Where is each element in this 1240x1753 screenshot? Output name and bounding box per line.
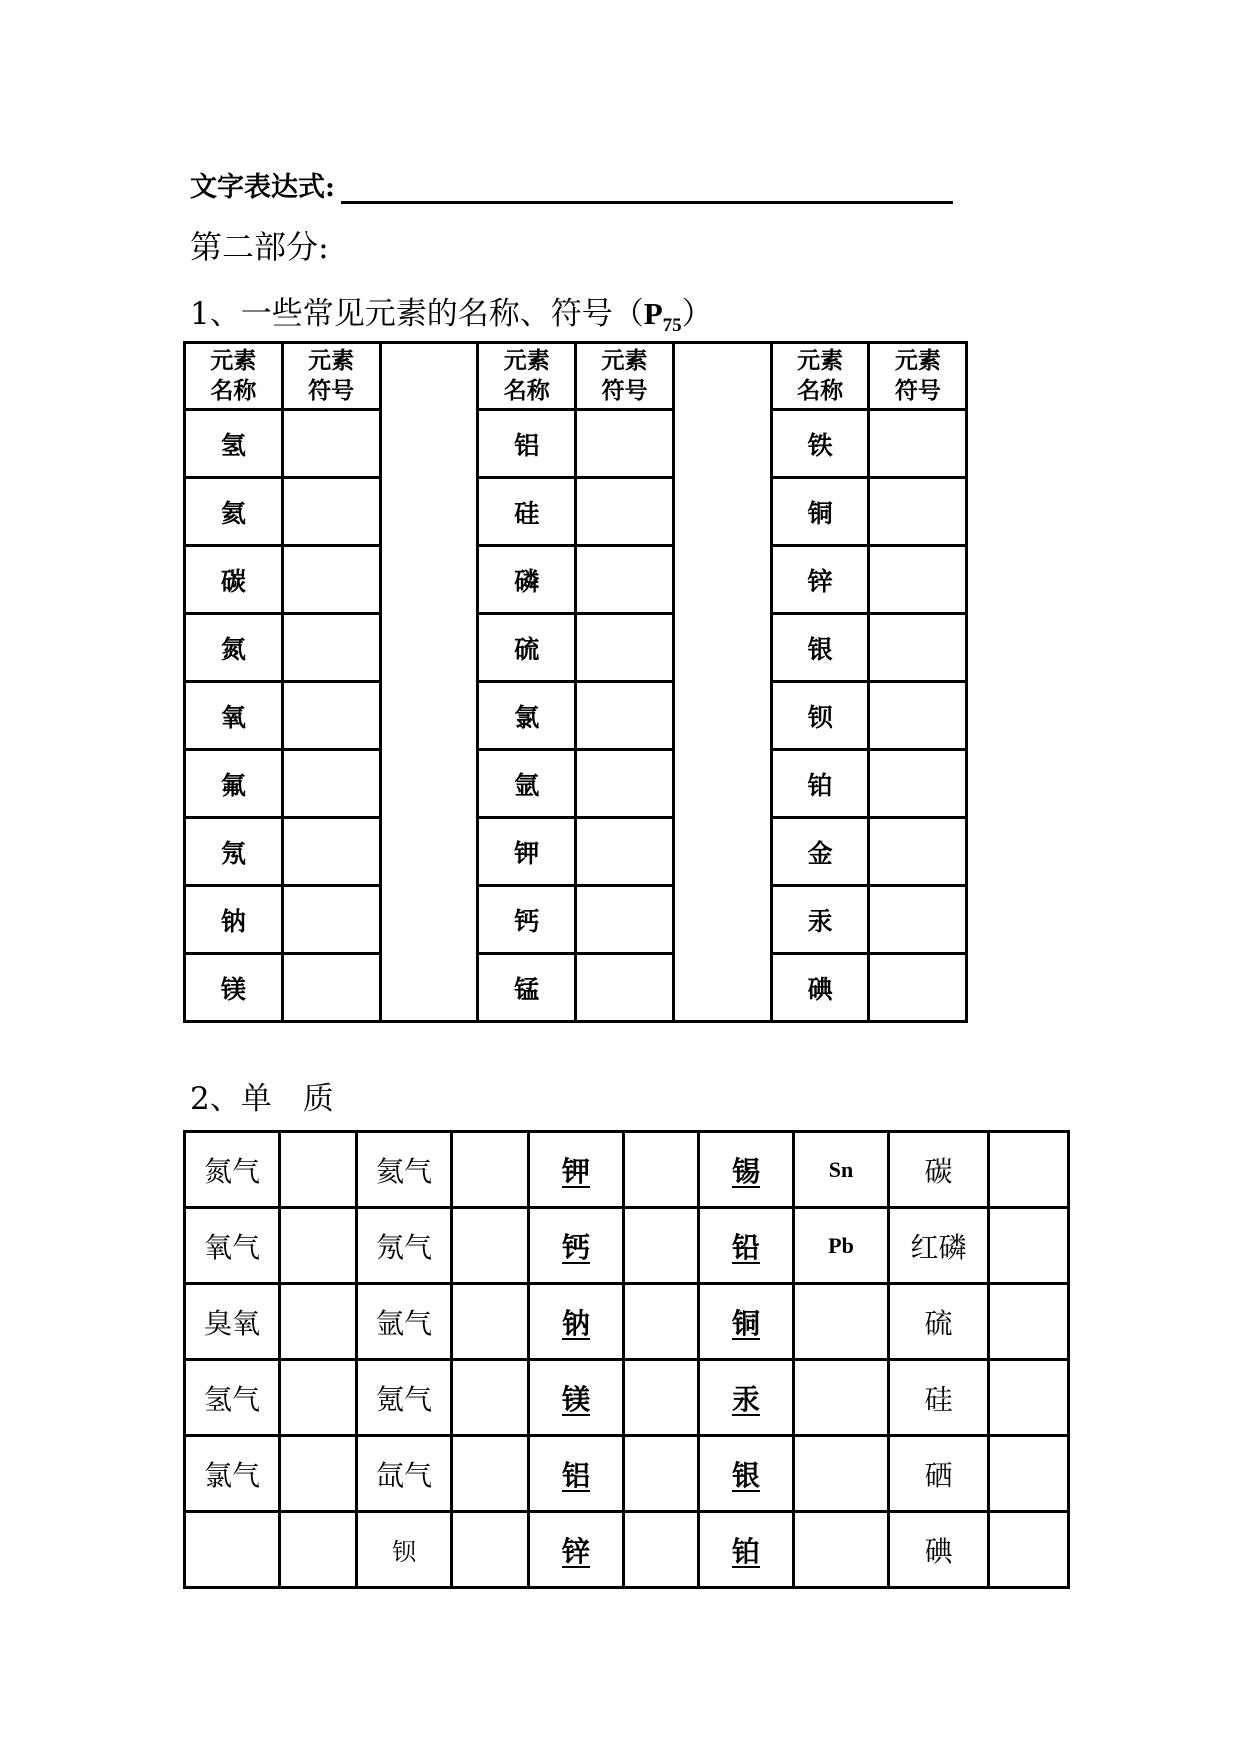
element-name-cell: 氖	[185, 818, 283, 886]
substance-name-cell: 硅	[889, 1360, 989, 1436]
header-element-symbol	[869, 343, 967, 410]
formula-blank[interactable]	[452, 1132, 529, 1208]
substance-symbol-cell[interactable]	[794, 1512, 889, 1588]
element-symbol-blank[interactable]	[282, 546, 380, 614]
header-line: 元素	[308, 347, 355, 374]
formula-blank[interactable]	[624, 1284, 699, 1360]
element-name-cell: 铜	[771, 478, 869, 546]
element-symbol-blank[interactable]	[869, 954, 967, 1022]
expression-label: 文字表达式:	[190, 172, 335, 203]
expression-line	[190, 165, 953, 204]
substance-name: 镁	[561, 1382, 590, 1416]
formula-blank[interactable]	[989, 1360, 1069, 1436]
substance-name: 汞	[731, 1382, 760, 1416]
substance-name-cell	[529, 1132, 624, 1208]
table-row	[185, 1284, 1069, 1360]
substance-name-cell: 氢气	[185, 1360, 280, 1436]
substance-name-cell	[529, 1360, 624, 1436]
substance-name-cell: 氪气	[357, 1360, 452, 1436]
header-element-symbol	[282, 343, 380, 410]
element-name-cell: 银	[771, 614, 869, 682]
element-symbol-blank[interactable]	[576, 954, 674, 1022]
element-symbol-blank[interactable]	[576, 886, 674, 954]
element-name-cell: 锰	[478, 954, 576, 1022]
table-row	[185, 1208, 1069, 1284]
element-name-cell: 氩	[478, 750, 576, 818]
table-row	[185, 1132, 1069, 1208]
table-row	[185, 614, 1066, 682]
element-name-cell: 氟	[185, 750, 283, 818]
header-line: 符号	[601, 377, 648, 404]
element-symbol-blank[interactable]	[282, 614, 380, 682]
table-row	[185, 886, 1066, 954]
formula-blank[interactable]	[989, 1208, 1069, 1284]
formula-blank[interactable]	[989, 1512, 1069, 1588]
substance-name: 钠	[561, 1306, 590, 1340]
substance-name-cell: 氮气	[185, 1132, 280, 1208]
element-symbol-blank[interactable]	[282, 750, 380, 818]
substance-name-cell: 硒	[889, 1436, 989, 1512]
substance-name: 铂	[731, 1534, 760, 1568]
substance-name-cell: 碳	[889, 1132, 989, 1208]
substance-symbol-cell: Sn	[794, 1132, 889, 1208]
page-number: 75	[662, 315, 682, 337]
element-name-cell: 碳	[185, 546, 283, 614]
table-row	[185, 478, 1066, 546]
header-line: 元素	[601, 347, 648, 374]
element-name-cell: 铝	[478, 410, 576, 478]
substance-name-cell: 臭氧	[185, 1284, 280, 1360]
formula-blank[interactable]	[624, 1132, 699, 1208]
column-spacer	[380, 343, 478, 1022]
header-element-name	[771, 343, 869, 410]
element-symbol-blank[interactable]	[576, 614, 674, 682]
element-symbol-blank[interactable]	[282, 818, 380, 886]
formula-blank[interactable]	[452, 1360, 529, 1436]
substance-name-cell	[699, 1208, 794, 1284]
substance-name: 铅	[731, 1230, 760, 1264]
substance-name: 钾	[561, 1154, 590, 1188]
formula-blank[interactable]	[280, 1208, 357, 1284]
element-symbol-blank[interactable]	[869, 818, 967, 886]
substance-name-cell	[529, 1512, 624, 1588]
formula-blank[interactable]	[624, 1512, 699, 1588]
substance-name: 锡	[731, 1154, 760, 1188]
substance-name-cell	[699, 1360, 794, 1436]
element-symbol-blank[interactable]	[282, 478, 380, 546]
header-line: 元素	[210, 347, 257, 374]
substance-name-cell: 氯气	[185, 1436, 280, 1512]
substance-name-cell: 氖气	[357, 1208, 452, 1284]
substance-name-cell: 氙气	[357, 1436, 452, 1512]
substance-name-cell: 硫	[889, 1284, 989, 1360]
table-row	[185, 682, 1066, 750]
formula-blank[interactable]	[280, 1284, 357, 1360]
header-line: 符号	[308, 377, 355, 404]
substance-name-cell: 氩气	[357, 1284, 452, 1360]
page-letter: P	[643, 296, 663, 331]
substance-name-cell: 碘	[889, 1512, 989, 1588]
element-name-cell: 锌	[771, 546, 869, 614]
table1-header-row	[185, 343, 1066, 410]
table-row	[185, 546, 1066, 614]
element-symbol-blank[interactable]	[576, 750, 674, 818]
element-name-cell: 铁	[771, 410, 869, 478]
expression-blank[interactable]	[341, 171, 953, 204]
formula-blank[interactable]	[989, 1132, 1069, 1208]
formula-blank[interactable]	[989, 1436, 1069, 1512]
element-name-cell: 钡	[771, 682, 869, 750]
substance-name: 锌	[561, 1534, 590, 1568]
substance-name-cell	[529, 1284, 624, 1360]
table-row	[185, 954, 1066, 1022]
element-name-cell: 磷	[478, 546, 576, 614]
substance-symbol-cell[interactable]	[794, 1436, 889, 1512]
formula-blank[interactable]	[452, 1208, 529, 1284]
element-name-cell: 铂	[771, 750, 869, 818]
element-name-cell: 碘	[771, 954, 869, 1022]
element-name-cell: 氧	[185, 682, 283, 750]
substance-name-cell: 钡	[357, 1512, 452, 1588]
formula-blank[interactable]	[624, 1208, 699, 1284]
element-symbol-blank[interactable]	[869, 750, 967, 818]
substance-symbol-cell: Pb	[794, 1208, 889, 1284]
formula-blank[interactable]	[280, 1360, 357, 1436]
section1-page-ref	[643, 296, 682, 337]
section2-title: 2、单 质	[190, 1081, 334, 1117]
formula-blank[interactable]	[624, 1360, 699, 1436]
header-element-symbol	[576, 343, 674, 410]
header-element-name	[478, 343, 576, 410]
column-spacer	[673, 343, 771, 1022]
element-symbol-table	[183, 341, 1067, 1023]
table-row	[185, 410, 1066, 478]
table-row	[185, 1436, 1069, 1512]
section1-close: ）	[681, 296, 713, 332]
substance-name-cell: 氦气	[357, 1132, 452, 1208]
part-title: 第二部分:	[190, 228, 329, 266]
element-symbol-blank[interactable]	[282, 886, 380, 954]
element-symbol-blank[interactable]	[576, 818, 674, 886]
element-symbol-blank[interactable]	[282, 682, 380, 750]
substance-name-cell	[699, 1132, 794, 1208]
substance-name: 铝	[561, 1458, 590, 1492]
formula-blank[interactable]	[624, 1436, 699, 1512]
formula-blank[interactable]	[452, 1284, 529, 1360]
substance-name-cell	[185, 1512, 280, 1588]
substance-name-cell: 氧气	[185, 1208, 280, 1284]
header-line: 符号	[894, 377, 941, 404]
element-symbol-blank[interactable]	[869, 886, 967, 954]
element-symbol-blank[interactable]	[576, 546, 674, 614]
element-symbol-blank[interactable]	[869, 682, 967, 750]
element-name-cell: 氮	[185, 614, 283, 682]
element-name-cell: 硅	[478, 478, 576, 546]
table-row	[185, 818, 1066, 886]
substance-name-cell	[699, 1436, 794, 1512]
header-line: 元素	[894, 347, 941, 374]
element-symbol-blank[interactable]	[576, 682, 674, 750]
substance-name: 银	[731, 1458, 760, 1492]
formula-blank[interactable]	[280, 1132, 357, 1208]
substance-name-cell	[529, 1436, 624, 1512]
substance-name-cell	[529, 1208, 624, 1284]
header-line: 元素	[797, 347, 844, 374]
formula-blank[interactable]	[280, 1512, 357, 1588]
element-symbol-blank[interactable]	[282, 410, 380, 478]
formula-blank[interactable]	[989, 1284, 1069, 1360]
element-symbol-blank[interactable]	[576, 410, 674, 478]
header-line: 名称	[503, 377, 550, 404]
substance-name-cell	[699, 1512, 794, 1588]
element-name-cell: 氯	[478, 682, 576, 750]
element-symbol-blank[interactable]	[869, 410, 967, 478]
header-line: 名称	[797, 377, 844, 404]
element-name-cell: 钠	[185, 886, 283, 954]
element-symbol-blank[interactable]	[282, 954, 380, 1022]
formula-blank[interactable]	[452, 1436, 529, 1512]
substance-name: 钙	[561, 1230, 590, 1264]
simple-substance-table	[183, 1130, 1070, 1589]
element-name-cell: 镁	[185, 954, 283, 1022]
element-symbol-blank[interactable]	[869, 478, 967, 546]
element-symbol-blank[interactable]	[869, 614, 967, 682]
header-line: 名称	[210, 377, 257, 404]
substance-symbol-cell[interactable]	[794, 1360, 889, 1436]
table-row	[185, 1360, 1069, 1436]
element-name-cell: 氢	[185, 410, 283, 478]
element-name-cell: 氦	[185, 478, 283, 546]
element-name-cell: 硫	[478, 614, 576, 682]
substance-name: 铜	[731, 1306, 760, 1340]
element-name-cell: 汞	[771, 886, 869, 954]
substance-name-cell	[699, 1284, 794, 1360]
section1-title-prefix: 1、一些常见元素的名称、符号（	[190, 296, 644, 332]
element-symbol-blank[interactable]	[869, 546, 967, 614]
table-row	[185, 1512, 1069, 1588]
formula-blank[interactable]	[280, 1436, 357, 1512]
element-name-cell: 钾	[478, 818, 576, 886]
section1-title	[190, 288, 713, 337]
element-name-cell: 金	[771, 818, 869, 886]
substance-name-cell: 红磷	[889, 1208, 989, 1284]
substance-symbol-cell[interactable]	[794, 1284, 889, 1360]
formula-blank[interactable]	[452, 1512, 529, 1588]
table-row	[185, 750, 1066, 818]
element-symbol-blank[interactable]	[576, 478, 674, 546]
header-line: 元素	[503, 347, 550, 374]
element-name-cell: 钙	[478, 886, 576, 954]
header-element-name	[185, 343, 283, 410]
